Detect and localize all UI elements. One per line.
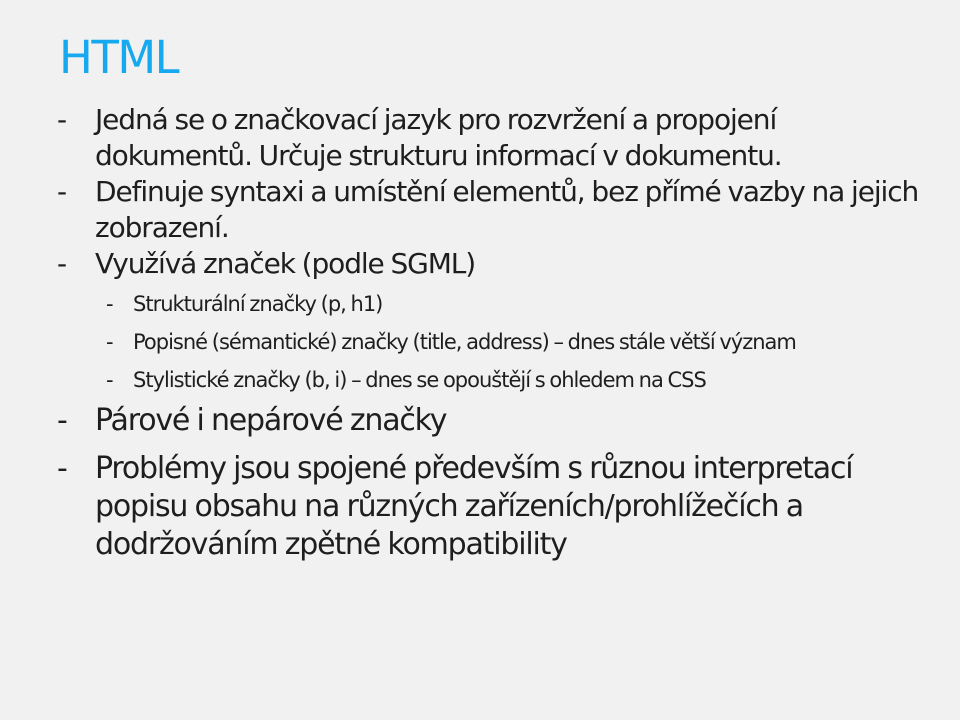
bullet-dash: - <box>57 247 67 280</box>
bullet-dash: - <box>57 403 67 438</box>
bullet-dash: - <box>57 103 67 136</box>
sub-bullet-text: Strukturální značky (p, h1) <box>133 292 383 316</box>
bullet-item <box>57 102 927 174</box>
bullet-text: Definuje syntaxi a umístění elementů, bez přímé vazby na jejich zobrazení. <box>95 175 919 244</box>
sub-bullet-item <box>55 364 927 397</box>
sub-bullet-text: Stylistické značky (b, i) – dnes se opouštějí s ohledem na CSS <box>133 368 706 392</box>
bullet-text: Využívá značek (podle SGML) <box>95 247 476 280</box>
bullet-text: Problémy jsou spojené především s různou interpretací popisu obsahu na různých zařízeních/prohlížečích a dodržováním zpětné kompatibility <box>95 451 853 562</box>
bullet-item <box>57 174 927 246</box>
sub-bullet-dash: - <box>106 368 113 392</box>
bullet-list <box>57 102 927 564</box>
sub-bullet-item <box>55 288 927 321</box>
bullet-item <box>57 246 927 397</box>
bullet-text: Jedná se o značkovací jazyk pro rozvržení a propojení dokumentů. Určuje strukturu informací v dokumentu. <box>95 103 782 172</box>
bullet-dash: - <box>57 175 67 208</box>
sub-bullet-dash: - <box>106 292 113 316</box>
sub-bullet-dash: - <box>106 330 113 354</box>
bullet-text: Párové i nepárové značky <box>95 403 447 438</box>
bullet-dash: - <box>57 451 67 486</box>
bullet-item <box>57 450 927 564</box>
sub-bullet-list <box>55 288 927 397</box>
sub-bullet-item <box>55 326 927 359</box>
sub-bullet-text: Popisné (sémantické) značky (title, address) – dnes stále větší význam <box>133 330 796 354</box>
slide-title: HTML <box>59 31 179 84</box>
bullet-item <box>57 402 927 440</box>
